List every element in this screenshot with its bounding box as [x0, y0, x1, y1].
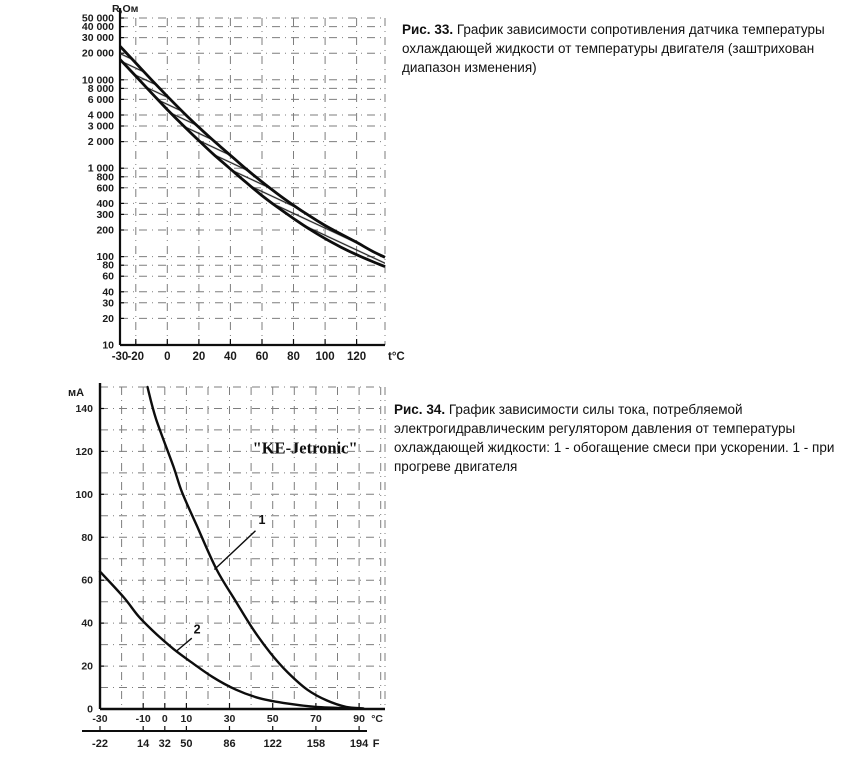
y-tick-label: 60 [102, 270, 114, 283]
y-tick-label: 100 [96, 251, 114, 264]
y-tick-label: 10 000 [81, 74, 114, 87]
y-tick-label: 8 000 [87, 82, 114, 95]
figure-34-caption-text: График зависимости силы тока, потребляемой электрогидравлическим регулятором давления от температуры охлаждающей жидкости: 1 - обогащение смеси при ускорении. 1 - при прогреве двигателя [394, 402, 835, 475]
x-tick-label: 90 [353, 713, 365, 725]
x-tick-label: 20 [192, 351, 206, 363]
fahrenheit-tick-label: 86 [223, 738, 236, 750]
resistance-band-upper-curve [120, 46, 385, 257]
y-tick-label: 50 000 [81, 12, 114, 25]
x-tick-label: 120 [347, 351, 367, 363]
x-tick-label: -10 [135, 713, 151, 725]
resistance-band-fill [120, 46, 385, 266]
x-tick-label: 50 [266, 713, 279, 725]
regulator-current-chart [60, 378, 403, 762]
y-tick-label: 40 [81, 617, 93, 630]
y-tick-label: 40 [102, 286, 114, 299]
x-tick-label: 100 [315, 351, 335, 363]
callout-label-2: 2 [193, 622, 201, 637]
y-tick-label: 60 [81, 574, 93, 587]
callout-label-1: 1 [258, 513, 266, 528]
fahrenheit-tick-label: 14 [137, 738, 150, 750]
y-tick-label: 3 000 [87, 120, 114, 133]
y-tick-label: 100 [75, 488, 93, 501]
x-axis-unit-label: t°C [388, 351, 405, 363]
coolant-sensor-resistance-chart [78, 2, 408, 370]
fahrenheit-unit-label: F [372, 738, 380, 750]
y-tick-label: 20 [102, 312, 114, 325]
x-tick-label: 0 [161, 713, 168, 725]
y-axis-label: R,Ом [112, 3, 139, 15]
fahrenheit-tick-label: -22 [92, 738, 108, 750]
fahrenheit-tick-label: 158 [306, 738, 326, 750]
y-tick-label: 80 [102, 259, 114, 272]
y-axis-label: мА [68, 387, 85, 399]
figure-34-caption [394, 400, 850, 477]
y-tick-label: 200 [96, 224, 114, 237]
y-tick-label: 30 000 [81, 32, 114, 45]
x-tick-label: 40 [224, 351, 237, 363]
y-tick-label: 600 [96, 182, 114, 195]
y-tick-label: 300 [96, 208, 114, 221]
y-tick-label: 20 [81, 660, 93, 673]
x-tick-label: 0 [164, 351, 171, 363]
y-tick-label: 10 [102, 339, 114, 352]
x-tick-label: 80 [287, 351, 300, 363]
y-tick-label: 140 [75, 402, 93, 415]
y-tick-label: 800 [96, 171, 114, 184]
figure-34-caption-number: Рис. 34. [394, 402, 446, 417]
figure-33-caption-text: График зависимости сопротивления датчика температуры охлаждающей жидкости от температуры двигателя (заштрихован диапазон изменения) [402, 22, 825, 76]
y-tick-label: 400 [96, 197, 114, 210]
annotation-ke-jetronic: "KE-Jetronic" [252, 438, 358, 458]
fahrenheit-tick-label: 32 [158, 738, 171, 750]
curve-1 [148, 387, 364, 708]
y-tick-label: 2 000 [87, 136, 114, 149]
y-tick-label: 1 000 [87, 162, 114, 175]
x-tick-label: 10 [180, 713, 193, 725]
x-tick-label: -20 [127, 351, 145, 363]
x-tick-label: 70 [310, 713, 322, 725]
x-tick-label: -30 [111, 351, 129, 363]
x-tick-label: -30 [92, 713, 108, 725]
fahrenheit-tick-label: 50 [180, 738, 193, 750]
y-tick-label: 120 [75, 445, 93, 458]
y-tick-label: 80 [81, 531, 93, 544]
figure-33-caption-number: Рис. 33. [402, 22, 454, 37]
y-tick-label: 30 [102, 297, 114, 310]
y-tick-label: 4 000 [87, 109, 114, 122]
y-tick-label: 40 000 [81, 21, 114, 34]
y-tick-label: 6 000 [87, 93, 114, 106]
x-tick-label: 30 [223, 713, 236, 725]
callout-leader-1 [214, 531, 255, 570]
fahrenheit-tick-label: 122 [263, 738, 282, 750]
fahrenheit-tick-label: 194 [349, 738, 369, 750]
x-axis-unit-label: °C [371, 713, 383, 725]
x-tick-label: 60 [255, 351, 269, 363]
figure-33-caption [402, 20, 849, 77]
y-tick-label: 20 000 [81, 47, 114, 60]
y-tick-label: 0 [87, 703, 93, 716]
